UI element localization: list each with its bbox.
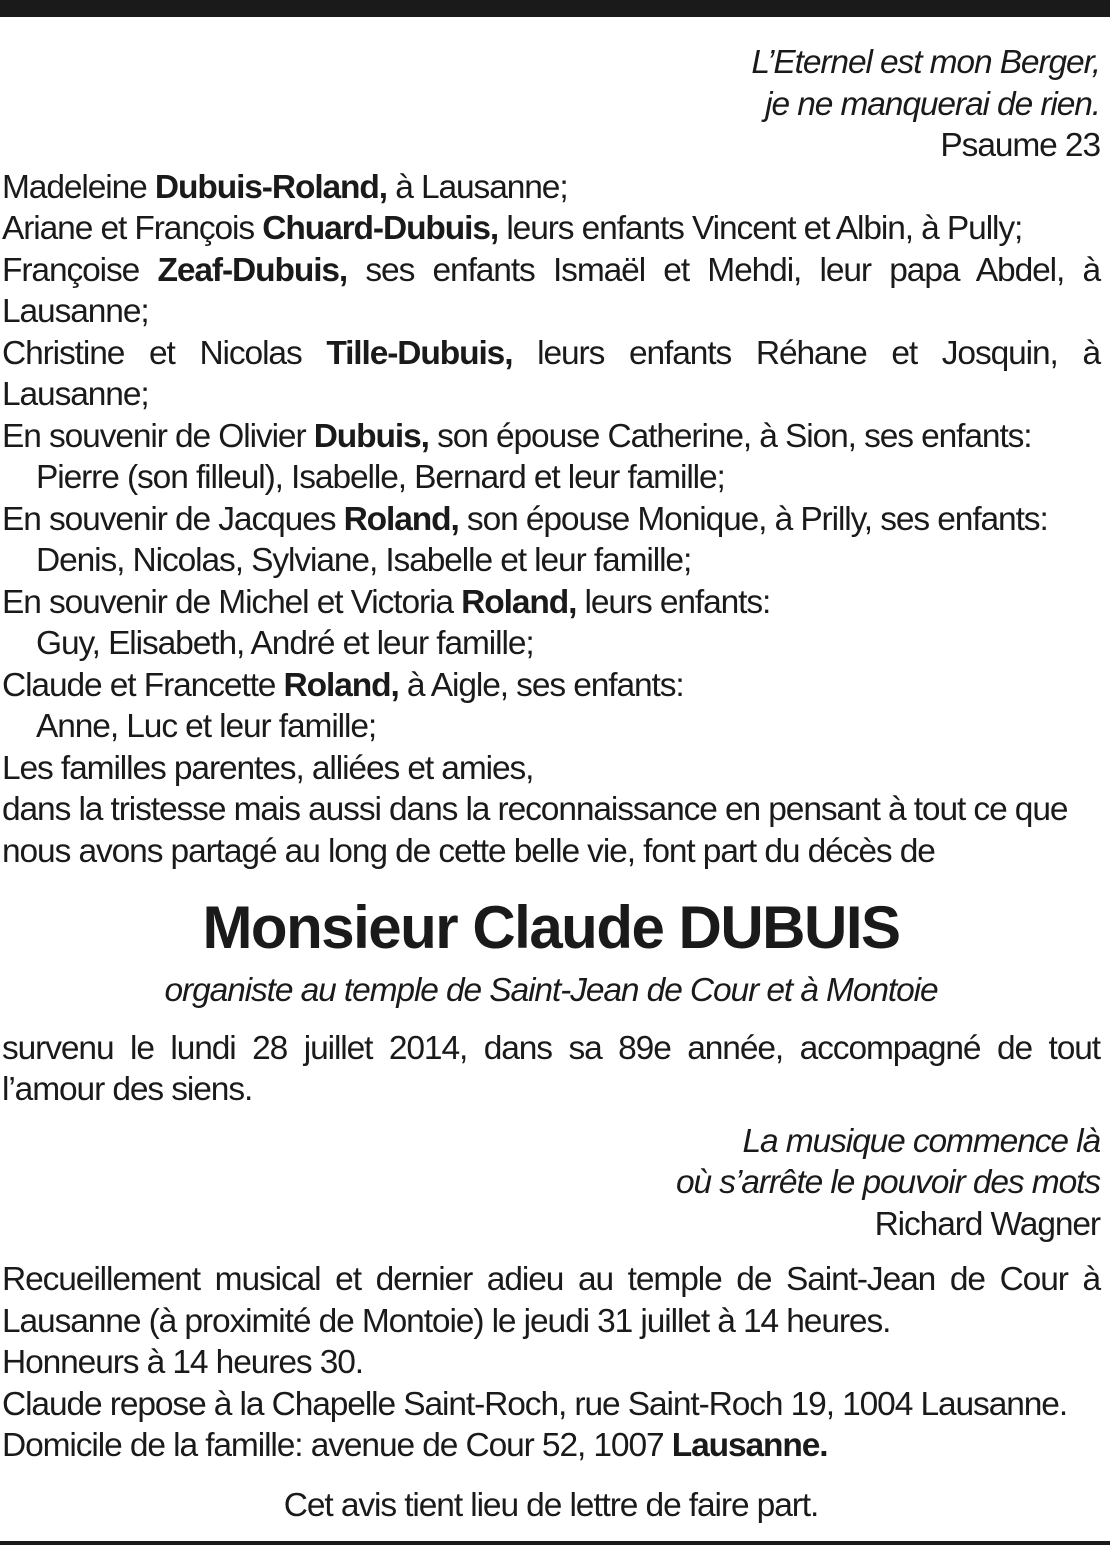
quote-author: Richard Wagner <box>874 1205 1100 1243</box>
mourner-sub-entry: Anne, Luc et leur famille; <box>36 708 377 745</box>
family-name: Roland, <box>343 500 459 538</box>
funeral-honours: Honneurs à 14 heures 30. <box>2 1344 363 1381</box>
quote-line: La musique commence là <box>742 1122 1100 1160</box>
address-text: Domicile de la famille: avenue de Cour 52, 1007 <box>2 1427 672 1464</box>
mourner-entry <box>2 333 1100 416</box>
funeral-ceremony: Recueillement musical et dernier adieu au temple de Saint-Jean de Cour à Lausanne (à proximité de Montoie) le jeudi 31 juillet à 14 heures. <box>2 1261 1100 1340</box>
mourner-text: Christine et Nicolas <box>2 334 327 372</box>
obituary-notice <box>2 42 1100 1526</box>
deceased-name: Monsieur Claude DUBUIS <box>202 894 900 961</box>
mourner-text: Françoise <box>2 251 158 289</box>
mourner-text: à Lausanne; <box>387 168 568 206</box>
mourner-text: son épouse Monique, à Prilly, ses enfants: <box>458 500 1048 538</box>
epigraph-source: Psaume 23 <box>940 127 1100 164</box>
death-notice: survenu le lundi 28 juillet 2014, dans sa 89e année, accompagné de tout l’amour des siens. <box>2 1029 1100 1108</box>
mourner-text: leurs enfants Réhane et Josquin, à Lausanne; <box>2 334 1100 413</box>
family-address <box>2 1425 1100 1467</box>
mourner-entry <box>2 582 1100 624</box>
epigraph-line: L’Eternel est mon Berger, <box>751 44 1100 81</box>
family-name: Tille-Dubuis, <box>326 334 513 372</box>
mourner-text: Claude et Francette <box>2 666 284 704</box>
mourner-entry <box>2 167 1100 209</box>
family-name: Roland, <box>283 666 399 704</box>
footer-note: Cet avis tient lieu de lettre de faire part. <box>283 1486 819 1524</box>
top-rule <box>0 0 1110 17</box>
epigraph-line: je ne manquerai de rien. <box>765 85 1100 123</box>
mourner-entry <box>2 416 1100 458</box>
families-line: Les familles parentes, alliées et amies, <box>2 749 534 787</box>
funeral-details <box>2 1259 1100 1467</box>
family-name: Dubuis-Roland, <box>154 168 387 206</box>
mourner-text: Ariane et François <box>2 210 263 247</box>
mourner-text: ses enfants Ismaël et Mehdi, leur papa Abdel, à Lausanne; <box>2 251 1100 330</box>
deceased-role: organiste au temple de Saint-Jean de Cour et à Montoie <box>164 972 938 1009</box>
mourner-entry <box>2 250 1100 333</box>
mourner-text: En souvenir de Michel et Victoria <box>2 583 462 621</box>
bottom-rule <box>0 1541 1110 1545</box>
closing-quote <box>2 1121 1100 1246</box>
family-name: Dubuis, <box>313 417 429 455</box>
mourner-text: En souvenir de Olivier <box>2 417 314 455</box>
mourner-sub-entry: Pierre (son filleul), Isabelle, Bernard et leur famille; <box>36 459 725 496</box>
family-name: Chuard-Dubuis, <box>262 210 499 247</box>
family-name: Zeaf-Dubuis, <box>157 251 348 289</box>
mourner-entry <box>2 499 1100 541</box>
mourner-entry <box>2 208 1100 250</box>
quote-line: où s’arrête le pouvoir des mots <box>676 1164 1100 1201</box>
announcement-line: dans la tristesse mais aussi dans la reconnaissance en pensant à tout ce que <box>2 791 1068 828</box>
mourner-text: En souvenir de Jacques <box>2 500 344 538</box>
mourner-text: leurs enfants: <box>576 583 771 621</box>
mourner-text: Madeleine <box>2 168 155 206</box>
mourner-text: leurs enfants Vincent et Albin, à Pully; <box>498 210 1023 247</box>
announcement-line: nous avons partagé au long de cette belle vie, font part du décès de <box>2 832 935 870</box>
mourners-list <box>2 167 1100 748</box>
mourner-sub-entry: Denis, Nicolas, Sylviane, Isabelle et leur famille; <box>36 542 692 579</box>
family-name: Roland, <box>461 583 577 621</box>
mourner-text: son épouse Catherine, à Sion, ses enfants: <box>428 417 1032 455</box>
address-city: Lausanne. <box>671 1427 828 1464</box>
mourner-entry <box>2 665 1100 707</box>
mourner-sub-entry: Guy, Elisabeth, André et leur famille; <box>36 625 534 662</box>
funeral-chapel: Claude repose à la Chapelle Saint-Roch, rue Saint-Roch 19, 1004 Lausanne. <box>2 1385 1068 1423</box>
epigraph <box>2 42 1100 167</box>
mourner-text: à Aigle, ses enfants: <box>398 666 684 704</box>
